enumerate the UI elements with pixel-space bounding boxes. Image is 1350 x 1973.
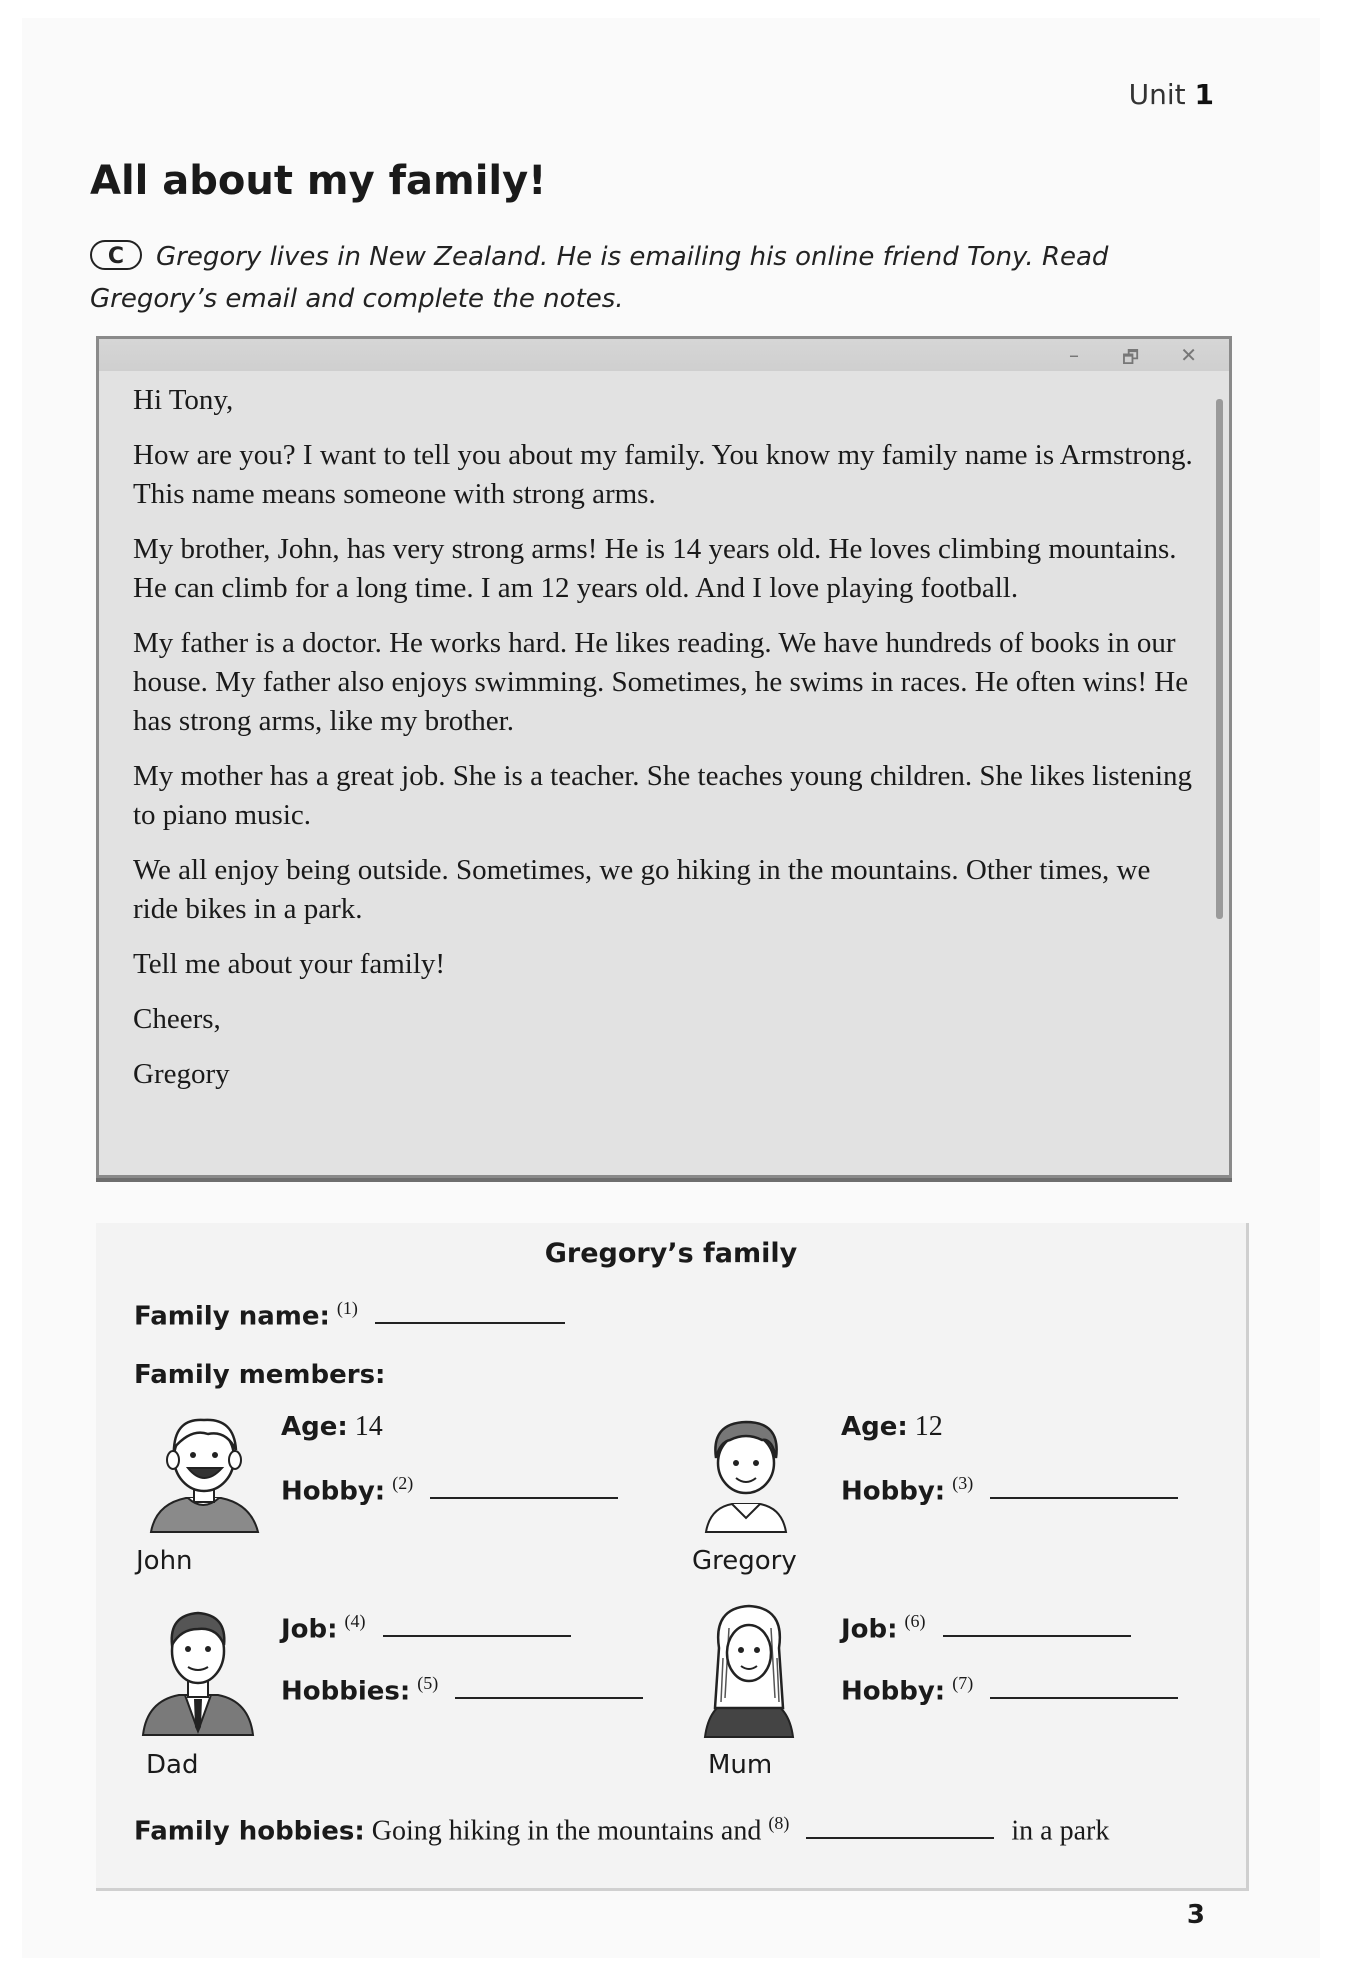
- blank-number: (6): [904, 1611, 926, 1631]
- email-paragraph: We all enjoy being outside. Sometimes, we go hiking in the mountains. Other times, we ride bikes in a park.: [133, 854, 1151, 925]
- gregory-name: Gregory: [692, 1546, 797, 1576]
- members-label: Family members:: [134, 1360, 386, 1390]
- workbook-page: [22, 18, 1320, 1958]
- gregory-hobby-blank[interactable]: [990, 1489, 1178, 1499]
- minimize-icon[interactable]: –: [1069, 343, 1079, 367]
- email-paragraph: How are you? I want to tell you about my family. You know my family name is Armstrong. This name means someone with strong arms.: [133, 439, 1193, 510]
- restore-icon[interactable]: 🗗: [1122, 347, 1139, 368]
- hobbies-label: Hobbies:: [281, 1676, 411, 1707]
- job-label: Job:: [281, 1614, 338, 1645]
- dad-job-row: [281, 1611, 571, 1645]
- job-label: Job:: [841, 1614, 898, 1645]
- instruction: [90, 236, 1240, 320]
- gregory-age-row: [841, 1411, 943, 1443]
- unit-number: 1: [1194, 78, 1214, 111]
- family-name-row: [134, 1298, 565, 1332]
- blank-number: (4): [344, 1611, 366, 1631]
- email-closing: Cheers,: [133, 1003, 221, 1035]
- dad-hobbies-blank[interactable]: [455, 1689, 643, 1699]
- family-name-label: Family name:: [134, 1301, 330, 1332]
- gregory-age: 12: [914, 1411, 943, 1442]
- email-paragraph: My father is a doctor. He works hard. He likes reading. We have hundreds of books in our house. My father also enjoys swimming. Sometimes, he swims in races. He often wins! He has strong arms, like my brother.: [133, 627, 1189, 737]
- notes-title: Gregory’s family: [544, 1238, 798, 1269]
- hobby-label: Hobby:: [281, 1476, 386, 1507]
- family-hobbies-row: [134, 1813, 1109, 1847]
- blank-number: (3): [952, 1473, 974, 1493]
- email-paragraph: Tell me about your family!: [133, 948, 446, 980]
- dad-hobbies-row: [281, 1673, 643, 1707]
- unit-header: [1129, 78, 1214, 111]
- hobby-label: Hobby:: [841, 1676, 946, 1707]
- family-hobbies-tail: in a park: [1011, 1815, 1110, 1847]
- mum-hobby-blank[interactable]: [990, 1689, 1178, 1699]
- blank-number: (5): [417, 1673, 439, 1693]
- family-name-blank[interactable]: [375, 1314, 565, 1324]
- gregory-illustration: [696, 1408, 796, 1533]
- email-signature: Gregory: [133, 1058, 230, 1090]
- dad-job-blank[interactable]: [383, 1627, 571, 1637]
- john-name: John: [136, 1546, 193, 1576]
- notes-panel: [96, 1223, 1249, 1891]
- mum-job-blank[interactable]: [943, 1627, 1131, 1637]
- email-titlebar: [99, 339, 1229, 371]
- gregory-hobby-row: [841, 1473, 1178, 1507]
- age-label: Age:: [281, 1412, 348, 1442]
- members-row: [134, 1359, 385, 1391]
- blank-number: (1): [336, 1298, 358, 1318]
- email-greeting: Hi Tony,: [133, 384, 234, 416]
- family-hobbies-text: Going hiking in the mountains and: [371, 1815, 762, 1847]
- email-body: [133, 381, 1193, 1110]
- email-paragraph: My mother has a great job. She is a teacher. She teaches young children. She likes listening to piano music.: [133, 760, 1193, 831]
- email-window: [96, 336, 1232, 1178]
- close-icon[interactable]: ✕: [1180, 343, 1197, 367]
- mum-illustration: [701, 1598, 796, 1738]
- john-illustration: [146, 1408, 261, 1533]
- family-hobbies-blank[interactable]: [806, 1829, 994, 1839]
- john-age-row: [281, 1411, 383, 1443]
- email-scrollbar[interactable]: [1216, 399, 1223, 919]
- exercise-badge: C: [90, 240, 142, 270]
- john-hobby-row: [281, 1473, 618, 1507]
- age-label: Age:: [841, 1412, 908, 1442]
- blank-number: (8): [768, 1813, 790, 1833]
- page-number: 3: [1186, 1900, 1205, 1930]
- dad-name: Dad: [146, 1750, 199, 1780]
- instruction-text: Gregory lives in New Zealand. He is emailing his online friend Tony. Read Gregory’s email and complete the notes.: [90, 242, 1109, 314]
- page-title: All about my family!: [90, 158, 547, 204]
- hobby-label: Hobby:: [841, 1476, 946, 1507]
- john-hobby-blank[interactable]: [430, 1489, 618, 1499]
- dad-illustration: [141, 1601, 256, 1736]
- family-hobbies-label: Family hobbies:: [134, 1816, 365, 1847]
- blank-number: (7): [952, 1673, 974, 1693]
- blank-number: (2): [392, 1473, 414, 1493]
- unit-label: Unit: [1128, 78, 1186, 111]
- john-age: 14: [354, 1411, 383, 1442]
- email-paragraph: My brother, John, has very strong arms! He is 14 years old. He loves climbing mountains. He can climb for a long time. I am 12 years old. And I love playing football.: [133, 533, 1177, 604]
- mum-hobby-row: [841, 1673, 1178, 1707]
- mum-name: Mum: [708, 1750, 773, 1780]
- mum-job-row: [841, 1611, 1131, 1645]
